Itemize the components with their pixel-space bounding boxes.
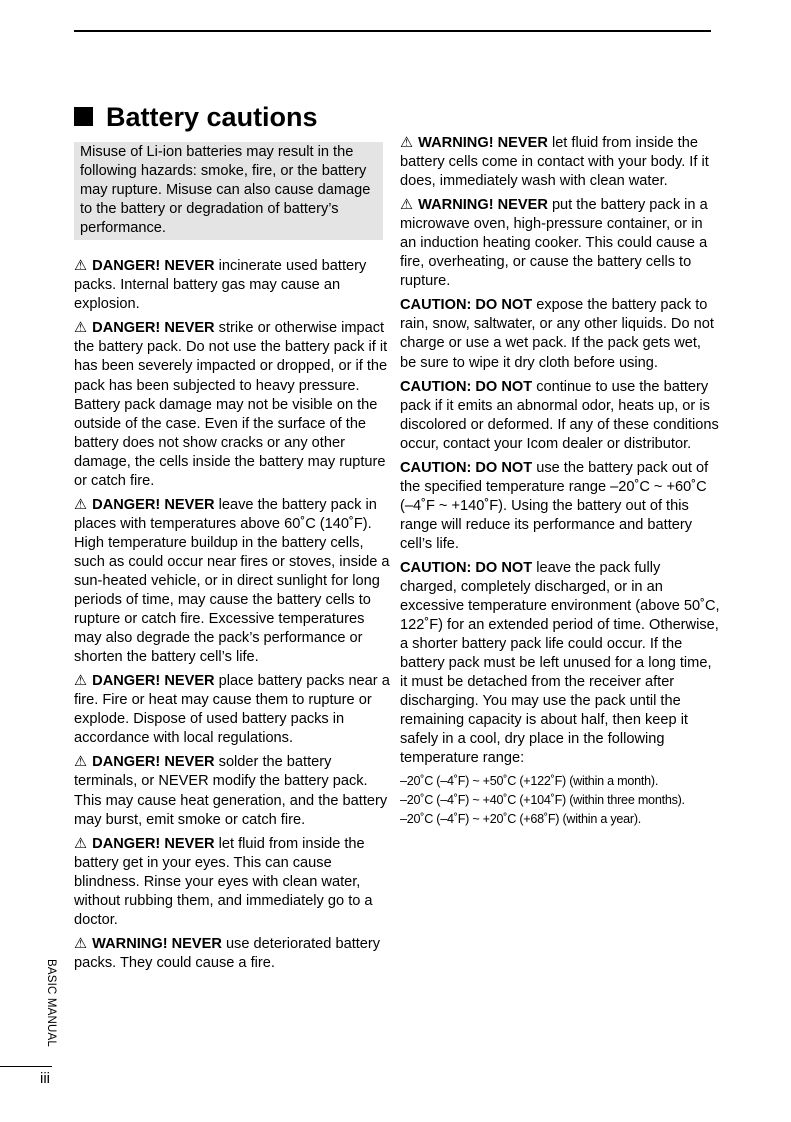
caution-label: CAUTION: DO NOT (400, 297, 533, 314)
caution-item (400, 559, 720, 769)
right-column (400, 134, 720, 829)
page-title-text: Battery cautions (106, 102, 318, 132)
caution-label: WARNING! NEVER (92, 935, 222, 952)
black-square-icon (74, 107, 93, 126)
caution-text: leave the battery pack in places with temperatures above 60˚C (140˚F). High temperature buildup in the battery cells, such as could occur near fires or stoves, inside a sun-heated vehicle, or in direct sunlight for long periods of time, may cause the battery cells to rupture or catch fire. Excessive temperatures may also degrade the pack’s performance or shorten the battery cell’s life. (74, 496, 390, 666)
caution-text: expose the battery pack to rain, snow, saltwater, or any other liquids. Do not charge or use a wet pack. If the pack gets wet, be sure to wipe it dry cloth before using. (400, 297, 714, 371)
caution-item (74, 753, 390, 829)
page-title (74, 100, 318, 134)
caution-text: incinerate used battery packs. Internal battery gas may cause an explosion. (74, 258, 367, 313)
caution-item (74, 935, 390, 973)
caution-text: use deteriorated battery packs. They could cause a fire. (74, 935, 381, 971)
temperature-range-item: –20˚C (–4˚F) ~ +40˚C (+104˚F) (within three months). (400, 792, 685, 807)
caution-label: DANGER! NEVER (92, 754, 215, 771)
left-column (74, 142, 390, 978)
caution-item (400, 196, 720, 291)
caution-text: let fluid from inside the battery get in your eyes. This can cause blindness. Rinse your eyes with clean water, without rubbing them, and immediately go to a doctor. (74, 835, 373, 928)
caution-text: solder the battery terminals, or NEVER modify the battery pack. This may cause heat generation, and the battery may burst, emit smoke or catch fire. (74, 754, 388, 828)
temperature-range-item: –20˚C (–4˚F) ~ +50˚C (+122˚F) (within a month). (400, 773, 659, 788)
caution-text: let fluid from inside the battery cells come in contact with your body. If it does, immediately wash with clean water. (400, 135, 709, 190)
caution-label: CAUTION: DO NOT (400, 559, 533, 576)
page-number: iii (40, 1070, 50, 1087)
temperature-range-item: –20˚C (–4˚F) ~ +20˚C (+68˚F) (within a year). (400, 811, 642, 826)
warning-triangle-icon: ⚠ (74, 835, 88, 852)
warning-triangle-icon: ⚠ (74, 258, 88, 275)
caution-item (74, 257, 390, 314)
caution-text: put the battery pack in a microwave oven, high-pressure container, or in an induction heating cooker. This could cause a fire, overheating, or cause the battery cells to rupture. (400, 197, 708, 290)
intro-box: Misuse of Li-ion batteries may result in the following hazards: smoke, fire, or the battery may rupture. Misuse can also cause damage to the battery or degradation of battery’s performance. (74, 142, 383, 240)
caution-item (74, 835, 390, 930)
caution-text: use the battery pack out of the specified temperature range –20˚C ~ +60˚C (–4˚F ~ +140˚F). Using the battery out of this range will reduce its performance and battery cell’s life. (400, 459, 709, 552)
caution-item (400, 296, 720, 372)
caution-label: DANGER! NEVER (92, 835, 215, 852)
caution-text: leave the pack fully charged, completely discharged, or in an excessive temperature environment (above 50˚C, 122˚F) for an extended period of time. Otherwise, a shorter battery pack life could occur. If the battery pack must be left unused for a long time, it must be detached from the receiver after discharging. You may use the pack until the remaining capacity is about half, then keep it safely in a cool, dry place in the following temperature range: (400, 559, 720, 767)
warning-triangle-icon: ⚠ (74, 673, 88, 690)
caution-label: DANGER! NEVER (92, 496, 215, 513)
footer-rule (0, 1066, 52, 1067)
caution-label: DANGER! NEVER (92, 258, 215, 275)
caution-label: WARNING! NEVER (418, 135, 548, 151)
caution-text: place battery packs near a fire. Fire or heat may cause them to rupture or explode. Dispose of used battery packs in accordance with local regulations. (74, 673, 390, 747)
caution-label: WARNING! NEVER (418, 197, 548, 214)
caution-label: DANGER! NEVER (92, 320, 215, 337)
caution-item (400, 459, 720, 554)
caution-item (74, 672, 390, 748)
caution-item (400, 378, 720, 454)
caution-item (74, 496, 390, 667)
warning-triangle-icon: ⚠ (400, 197, 414, 214)
caution-text: strike or otherwise impact the battery pack. Do not use the battery pack if it has been severely impacted or dropped, or if the pack has been subjected to heavy pressure. Battery pack damage may not be visible on the outside of the case. Even if the surface of the battery does not show cracks or any other damage, the cells inside the battery may rupture or catch fire. (74, 320, 388, 489)
caution-label: DANGER! NEVER (92, 673, 215, 690)
caution-item (400, 134, 720, 191)
caution-label: CAUTION: DO NOT (400, 459, 533, 476)
warning-triangle-icon: ⚠ (400, 135, 414, 151)
header-rule (74, 30, 711, 32)
caution-item (74, 319, 390, 490)
warning-triangle-icon: ⚠ (74, 496, 88, 513)
manual-side-label: BASIC MANUAL (45, 958, 57, 1048)
caution-label: CAUTION: DO NOT (400, 378, 533, 395)
temperature-range-list (400, 772, 720, 829)
warning-triangle-icon: ⚠ (74, 935, 88, 952)
warning-triangle-icon: ⚠ (74, 754, 88, 771)
warning-triangle-icon: ⚠ (74, 320, 88, 337)
caution-text: continue to use the battery pack if it emits an abnormal odor, heats up, or is discolored or deformed. If any of these conditions occur, contact your Icom dealer or distributor. (400, 378, 719, 452)
